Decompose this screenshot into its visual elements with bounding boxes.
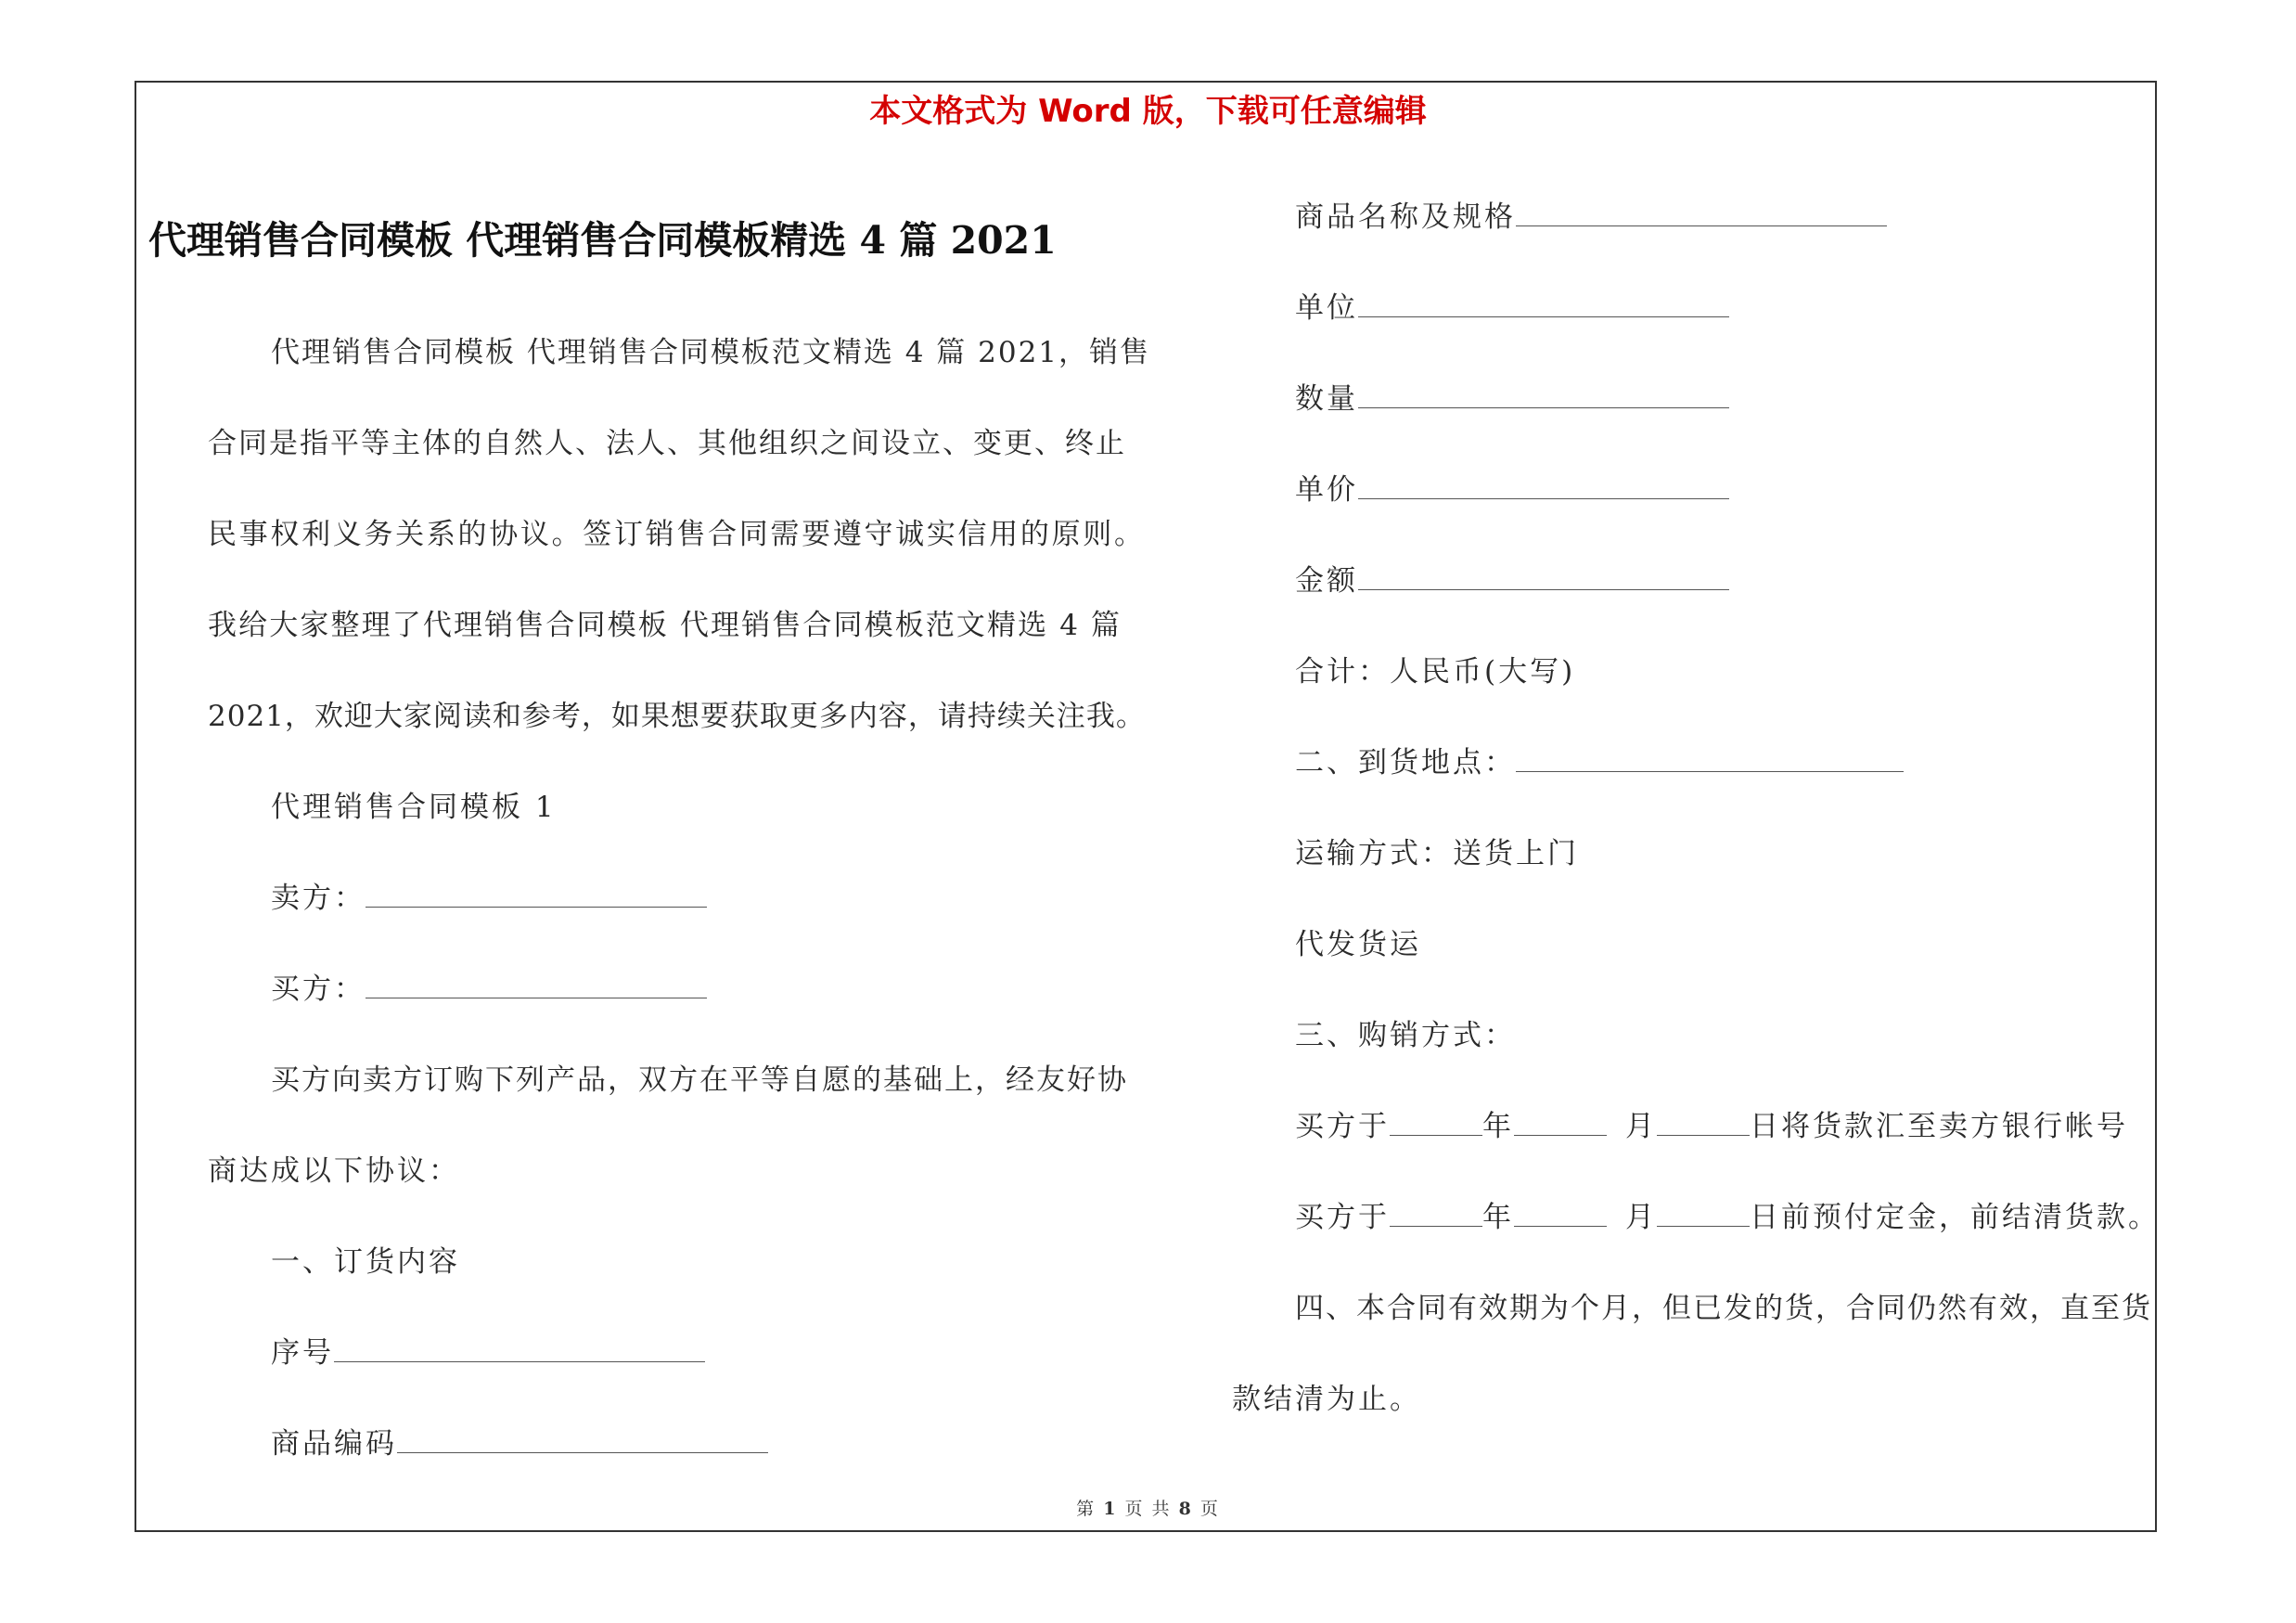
quantity-label: 数量 [1295, 382, 1358, 416]
intro-line-2: 合同是指平等主体的自然人、法人、其他组织之间设立、变更、终止 [208, 427, 1126, 460]
template-heading: 代理销售合同模板 1 [271, 791, 557, 824]
seller-blank [366, 881, 707, 908]
serial-field [271, 1329, 705, 1371]
buyer-label: 买方： [271, 973, 366, 1006]
section-1-heading: 一、订货内容 [271, 1245, 460, 1279]
pay1-day-blank [1657, 1109, 1750, 1136]
footer-post: 页 [1199, 1499, 1220, 1519]
document-title: 代理销售合同模板 代理销售合同模板精选 4 篇 2021 [148, 218, 1057, 263]
product-name-label: 商品名称及规格 [1295, 200, 1516, 234]
pay1-year-blank [1390, 1109, 1482, 1136]
agent-shipping: 代发货运 [1295, 928, 1421, 961]
pay1-suffix: 日将货款汇至卖方银行帐号 [1750, 1110, 2128, 1143]
pay1-prefix: 买方于 [1295, 1110, 1390, 1143]
unit-label: 单位 [1295, 291, 1358, 325]
buyer-field [271, 965, 707, 1007]
agreement-line-2: 商达成以下协议： [208, 1154, 460, 1188]
intro-line-1: 代理销售合同模板 代理销售合同模板范文精选 4 篇 2021，销售 [271, 336, 1151, 369]
unit-field [1295, 284, 1729, 326]
quantity-blank [1358, 381, 1729, 408]
pay1-month-blank [1514, 1109, 1607, 1136]
amount-field [1295, 557, 1729, 599]
amount-label: 金额 [1295, 564, 1358, 598]
transport-method: 运输方式：送货上门 [1295, 837, 1579, 870]
section-3-heading: 三、购销方式： [1295, 1019, 1516, 1052]
product-code-field [271, 1420, 768, 1462]
delivery-location-label: 二、到货地点： [1295, 746, 1516, 779]
payment-line-2 [1295, 1193, 2160, 1235]
product-name-field [1295, 193, 1887, 235]
format-banner: 本文格式为 Word 版，下载可任意编辑 [869, 93, 1427, 130]
payment-line-1 [1295, 1102, 2128, 1144]
buyer-blank [366, 972, 707, 998]
unit-blank [1358, 290, 1729, 317]
seller-label: 卖方： [271, 882, 366, 915]
intro-line-5: 2021，欢迎大家阅读和参考，如果想要获取更多内容，请持续关注我。 [208, 700, 1146, 733]
intro-line-3: 民事权利义务关系的协议。签订销售合同需要遵守诚实信用的原则。 [208, 518, 1145, 551]
pay2-year-blank [1390, 1200, 1482, 1227]
delivery-location-field [1295, 739, 1904, 780]
pay2-day-blank [1657, 1200, 1750, 1227]
amount-blank [1358, 563, 1729, 590]
unit-price-field [1295, 466, 1729, 508]
footer-mid: 页 共 [1124, 1499, 1172, 1519]
delivery-location-blank [1516, 745, 1904, 772]
footer-pre: 第 [1076, 1499, 1097, 1519]
unit-price-label: 单价 [1295, 473, 1358, 507]
pay2-month: 月 [1625, 1201, 1657, 1234]
pay1-year: 年 [1482, 1110, 1514, 1143]
pay1-month: 月 [1625, 1110, 1657, 1143]
product-name-blank [1516, 200, 1887, 226]
footer-page-number: 1 [1103, 1499, 1118, 1519]
pay2-suffix: 日前预付定金，前结清货款。 [1750, 1201, 2160, 1234]
intro-line-4: 我给大家整理了代理销售合同模板 代理销售合同模板范文精选 4 篇 [208, 609, 1122, 642]
total-label: 合计：人民币(大写) [1295, 655, 1576, 689]
pay2-prefix: 买方于 [1295, 1201, 1390, 1234]
section-4-line-2: 款结清为止。 [1232, 1383, 1421, 1416]
serial-label: 序号 [271, 1336, 334, 1370]
section-4-line-1: 四、本合同有效期为个月，但已发的货，合同仍然有效，直至货 [1295, 1292, 2152, 1325]
pay2-year: 年 [1482, 1201, 1514, 1234]
product-code-blank [397, 1426, 768, 1453]
seller-field [271, 874, 707, 916]
page-footer [0, 1495, 2296, 1520]
unit-price-blank [1358, 472, 1729, 499]
serial-blank [334, 1335, 705, 1362]
quantity-field [1295, 375, 1729, 417]
footer-total-pages: 8 [1178, 1499, 1193, 1519]
pay2-month-blank [1514, 1200, 1607, 1227]
product-code-label: 商品编码 [271, 1427, 397, 1461]
agreement-line-1: 买方向卖方订购下列产品，双方在平等自愿的基础上，经友好协 [271, 1063, 1128, 1097]
